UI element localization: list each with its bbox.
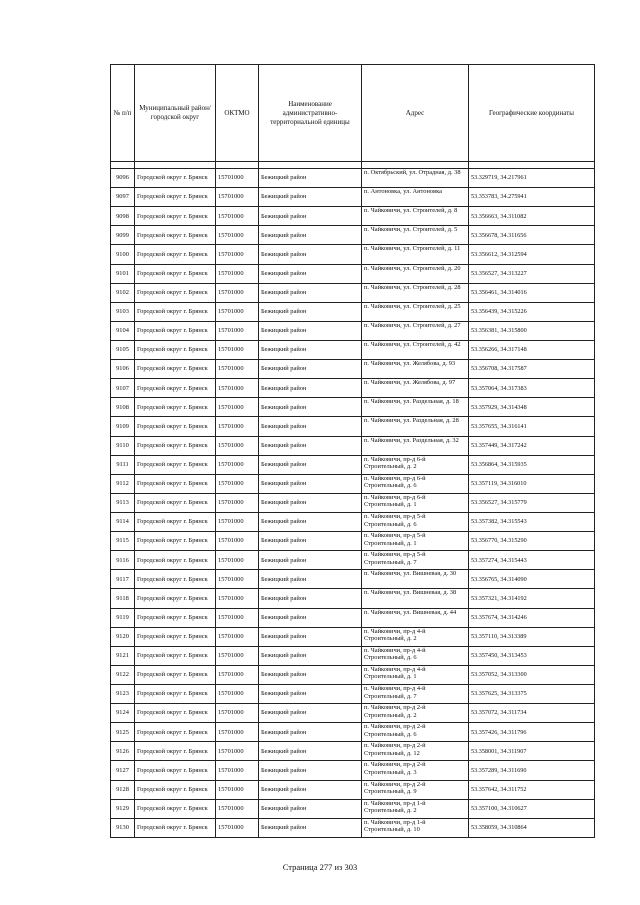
cell-num: 9102: [111, 283, 135, 302]
cell-unit: Бежицкий район: [259, 169, 362, 188]
table-row: [111, 169, 595, 188]
cell-num: 9097: [111, 188, 135, 207]
cell-num: 9125: [111, 723, 135, 742]
cell-coords: 53.357929, 34.314348: [469, 398, 595, 417]
cell-address: п. Чайковичи, пр-д 5-й Строительный, д. 1: [362, 532, 469, 551]
cell-num: 9107: [111, 379, 135, 398]
cell-oktmo: 15701000: [216, 226, 259, 245]
header-unit: Наименование административно-территориальной единицы: [259, 65, 362, 162]
cell-coords: 53.357426, 34.311796: [469, 723, 595, 742]
cell-address: п. Чайковичи, ул. Строителей, д. 8: [362, 207, 469, 226]
cell-address: п. Чайковичи, пр-д 1-й Строительный, д. 2: [362, 799, 469, 818]
cell-oktmo: 15701000: [216, 608, 259, 627]
cell-address: п. Чайковичи, ул. Желябова, д. 93: [362, 360, 469, 379]
cell-coords: 53.357674, 34.314246: [469, 608, 595, 627]
cell-num: 9106: [111, 360, 135, 379]
cell-unit: Бежицкий район: [259, 799, 362, 818]
cell-district: Городской округ г. Брянск: [135, 742, 216, 761]
cell-oktmo: 15701000: [216, 207, 259, 226]
cell-num: 9110: [111, 436, 135, 455]
header-num: № п/п: [111, 65, 135, 162]
cell-num: 9111: [111, 455, 135, 474]
cell-oktmo: 15701000: [216, 264, 259, 283]
header-coords: Географические координаты: [469, 65, 595, 162]
cell-unit: Бежицкий район: [259, 570, 362, 589]
cell-coords: 53.357110, 34.313389: [469, 627, 595, 646]
cell-num: 9122: [111, 665, 135, 684]
cell-oktmo: 15701000: [216, 245, 259, 264]
cell-unit: Бежицкий район: [259, 455, 362, 474]
cell-district: Городской округ г. Брянск: [135, 321, 216, 340]
table-row: [111, 417, 595, 436]
cell-district: Городской округ г. Брянск: [135, 340, 216, 359]
table-row: [111, 207, 595, 226]
cell-coords: 53.356527, 34.315779: [469, 493, 595, 512]
cell-num: 9128: [111, 780, 135, 799]
table-row: [111, 283, 595, 302]
cell-address: п. Чайковичи, ул. Строителей, д. 28: [362, 283, 469, 302]
cell-num: 9098: [111, 207, 135, 226]
cell-oktmo: 15701000: [216, 799, 259, 818]
table-row: [111, 818, 595, 837]
cell-unit: Бежицкий район: [259, 245, 362, 264]
cell-address: п. Чайковичи, пр-д 2-й Строительный, д. 3: [362, 761, 469, 780]
cell-oktmo: 15701000: [216, 704, 259, 723]
table-row: [111, 455, 595, 474]
cell-unit: Бежицкий район: [259, 417, 362, 436]
table-row: [111, 742, 595, 761]
cell-unit: Бежицкий район: [259, 321, 362, 340]
cell-coords: 53.356266, 34.317148: [469, 340, 595, 359]
cell-coords: 53.356864, 34.315935: [469, 455, 595, 474]
cell-coords: 53.356708, 34.317587: [469, 360, 595, 379]
cell-unit: Бежицкий район: [259, 704, 362, 723]
table-row: [111, 321, 595, 340]
cell-oktmo: 15701000: [216, 340, 259, 359]
cell-num: 9099: [111, 226, 135, 245]
cell-unit: Бежицкий район: [259, 646, 362, 665]
cell-district: Городской округ г. Брянск: [135, 551, 216, 570]
cell-coords: 53.357100, 34.310627: [469, 799, 595, 818]
cell-unit: Бежицкий район: [259, 264, 362, 283]
cell-num: 9114: [111, 512, 135, 531]
cell-coords: 53.356527, 34.313227: [469, 264, 595, 283]
table-row: [111, 360, 595, 379]
cell-unit: Бежицкий район: [259, 188, 362, 207]
cell-coords: 53.357072, 34.311734: [469, 704, 595, 723]
cell-oktmo: 15701000: [216, 723, 259, 742]
cell-address: п. Чайковичи, пр-д 2-й Строительный, д. 6: [362, 723, 469, 742]
cell-num: 9117: [111, 570, 135, 589]
cell-num: 9103: [111, 302, 135, 321]
cell-unit: Бежицкий район: [259, 302, 362, 321]
cell-district: Городской округ г. Брянск: [135, 627, 216, 646]
table-row: [111, 704, 595, 723]
cell-district: Городской округ г. Брянск: [135, 188, 216, 207]
table-row: [111, 379, 595, 398]
cell-coords: 53.357064, 34.317383: [469, 379, 595, 398]
cell-oktmo: 15701000: [216, 188, 259, 207]
cell-unit: Бежицкий район: [259, 589, 362, 608]
table-row: [111, 532, 595, 551]
table-row: [111, 264, 595, 283]
cell-num: 9096: [111, 169, 135, 188]
cell-unit: Бежицкий район: [259, 340, 362, 359]
cell-oktmo: 15701000: [216, 169, 259, 188]
cell-district: Городской округ г. Брянск: [135, 226, 216, 245]
table-spacer-row: [111, 162, 595, 169]
cell-oktmo: 15701000: [216, 818, 259, 837]
cell-coords: 53.358001, 34.311907: [469, 742, 595, 761]
table-row: [111, 551, 595, 570]
cell-coords: 53.356612, 34.312594: [469, 245, 595, 264]
cell-district: Городской округ г. Брянск: [135, 360, 216, 379]
cell-oktmo: 15701000: [216, 360, 259, 379]
cell-district: Городской округ г. Брянск: [135, 283, 216, 302]
cell-address: п. Чайковичи, пр-д 4-й Строительный, д. 2: [362, 627, 469, 646]
cell-district: Городской округ г. Брянск: [135, 302, 216, 321]
cell-num: 9101: [111, 264, 135, 283]
cell-address: п. Чайковичи, пр-д 5-й Строительный, д. 6: [362, 512, 469, 531]
cell-coords: 53.353783, 34.275941: [469, 188, 595, 207]
cell-num: 9112: [111, 474, 135, 493]
header-district: Муниципальный район/городской округ: [135, 65, 216, 162]
registry-table: [110, 64, 595, 838]
table-row: [111, 245, 595, 264]
cell-unit: Бежицкий район: [259, 627, 362, 646]
cell-unit: Бежицкий район: [259, 684, 362, 703]
table-row: [111, 780, 595, 799]
table-row: [111, 761, 595, 780]
cell-coords: 53.356765, 34.314090: [469, 570, 595, 589]
cell-unit: Бежицкий район: [259, 283, 362, 302]
cell-district: Городской округ г. Брянск: [135, 799, 216, 818]
cell-oktmo: 15701000: [216, 321, 259, 340]
table-row: [111, 493, 595, 512]
table-row: [111, 589, 595, 608]
cell-unit: Бежицкий район: [259, 207, 362, 226]
cell-oktmo: 15701000: [216, 780, 259, 799]
cell-address: п. Чайковичи, пр-д 2-й Строительный, д. 12: [362, 742, 469, 761]
cell-oktmo: 15701000: [216, 589, 259, 608]
cell-address: п. Чайковичи, ул. Строителей, д. 5: [362, 226, 469, 245]
cell-coords: 53.356381, 34.315800: [469, 321, 595, 340]
cell-coords: 53.357642, 34.311752: [469, 780, 595, 799]
cell-oktmo: 15701000: [216, 493, 259, 512]
cell-coords: 53.356770, 34.315290: [469, 532, 595, 551]
cell-unit: Бежицкий район: [259, 608, 362, 627]
cell-district: Городской округ г. Брянск: [135, 704, 216, 723]
cell-coords: 53.356663, 34.311082: [469, 207, 595, 226]
table-row: [111, 627, 595, 646]
cell-address: п. Чайковичи, пр-д 2-й Строительный, д. 9: [362, 780, 469, 799]
cell-unit: Бежицкий район: [259, 436, 362, 455]
cell-oktmo: 15701000: [216, 436, 259, 455]
table-row: [111, 799, 595, 818]
cell-address: п. Октябрьский, ул. Отрадная, д. 38: [362, 169, 469, 188]
table-row: [111, 436, 595, 455]
cell-coords: 53.357289, 34.311690: [469, 761, 595, 780]
cell-unit: Бежицкий район: [259, 512, 362, 531]
cell-num: 9100: [111, 245, 135, 264]
cell-num: 9104: [111, 321, 135, 340]
cell-coords: 53.357274, 34.315443: [469, 551, 595, 570]
cell-num: 9108: [111, 398, 135, 417]
cell-address: п. Антоновка, ул. Антоновка: [362, 188, 469, 207]
cell-address: п. Чайковичи, пр-д 5-й Строительный, д. 7: [362, 551, 469, 570]
cell-unit: Бежицкий район: [259, 780, 362, 799]
table-row: [111, 340, 595, 359]
cell-coords: 53.357655, 34.316141: [469, 417, 595, 436]
cell-district: Городской округ г. Брянск: [135, 646, 216, 665]
cell-district: Городской округ г. Брянск: [135, 532, 216, 551]
cell-unit: Бежицкий район: [259, 493, 362, 512]
cell-district: Городской округ г. Брянск: [135, 245, 216, 264]
table-row: [111, 226, 595, 245]
cell-district: Городской округ г. Брянск: [135, 455, 216, 474]
cell-unit: Бежицкий район: [259, 665, 362, 684]
cell-district: Городской округ г. Брянск: [135, 264, 216, 283]
page-number: Страница 277 из 303: [282, 862, 358, 872]
cell-oktmo: 15701000: [216, 512, 259, 531]
cell-coords: 53.357382, 34.315543: [469, 512, 595, 531]
cell-num: 9113: [111, 493, 135, 512]
cell-district: Городской округ г. Брянск: [135, 493, 216, 512]
table-row: [111, 608, 595, 627]
cell-coords: 53.357449, 34.317242: [469, 436, 595, 455]
cell-district: Городской округ г. Брянск: [135, 665, 216, 684]
cell-district: Городской округ г. Брянск: [135, 474, 216, 493]
cell-coords: 53.356439, 34.315226: [469, 302, 595, 321]
cell-coords: 53.357321, 34.314192: [469, 589, 595, 608]
cell-district: Городской округ г. Брянск: [135, 169, 216, 188]
cell-coords: 53.357052, 34.313300: [469, 665, 595, 684]
cell-coords: 53.357625, 34.313375: [469, 684, 595, 703]
cell-district: Городской округ г. Брянск: [135, 379, 216, 398]
cell-unit: Бежицкий район: [259, 761, 362, 780]
cell-oktmo: 15701000: [216, 532, 259, 551]
cell-oktmo: 15701000: [216, 646, 259, 665]
cell-district: Городской округ г. Брянск: [135, 417, 216, 436]
cell-district: Городской округ г. Брянск: [135, 723, 216, 742]
cell-address: п. Чайковичи, пр-д 4-й Строительный, д. 1: [362, 665, 469, 684]
cell-coords: 53.356678, 34.311656: [469, 226, 595, 245]
cell-address: п. Чайковичи, пр-д 4-й Строительный, д. 6: [362, 646, 469, 665]
cell-address: п. Чайковичи, ул. Вишневая, д. 44: [362, 608, 469, 627]
table-row: [111, 302, 595, 321]
cell-address: п. Чайковичи, ул. Строителей, д. 27: [362, 321, 469, 340]
cell-oktmo: 15701000: [216, 474, 259, 493]
table-row: [111, 188, 595, 207]
cell-coords: 53.358059, 34.310864: [469, 818, 595, 837]
cell-address: п. Чайковичи, ул. Строителей, д. 20: [362, 264, 469, 283]
cell-district: Городской округ г. Брянск: [135, 398, 216, 417]
cell-oktmo: 15701000: [216, 379, 259, 398]
cell-unit: Бежицкий район: [259, 474, 362, 493]
cell-coords: 53.357450, 34.313453: [469, 646, 595, 665]
cell-unit: Бежицкий район: [259, 360, 362, 379]
table-header-row: [111, 65, 595, 162]
cell-district: Городской округ г. Брянск: [135, 818, 216, 837]
cell-address: п. Чайковичи, пр-д 2-й Строительный, д. 2: [362, 704, 469, 723]
cell-address: п. Чайковичи, ул. Раздельная, д. 28: [362, 417, 469, 436]
cell-district: Городской округ г. Брянск: [135, 207, 216, 226]
cell-oktmo: 15701000: [216, 417, 259, 436]
cell-coords: 53.357119, 34.316010: [469, 474, 595, 493]
cell-district: Городской округ г. Брянск: [135, 608, 216, 627]
cell-num: 9124: [111, 704, 135, 723]
cell-num: 9127: [111, 761, 135, 780]
cell-unit: Бежицкий район: [259, 226, 362, 245]
cell-num: 9121: [111, 646, 135, 665]
table-row: [111, 665, 595, 684]
cell-district: Городской округ г. Брянск: [135, 512, 216, 531]
cell-address: п. Чайковичи, ул. Строителей, д. 11: [362, 245, 469, 264]
cell-num: 9109: [111, 417, 135, 436]
table-row: [111, 646, 595, 665]
cell-num: 9130: [111, 818, 135, 837]
table-row: [111, 398, 595, 417]
cell-num: 9126: [111, 742, 135, 761]
cell-district: Городской округ г. Брянск: [135, 684, 216, 703]
cell-num: 9116: [111, 551, 135, 570]
cell-address: п. Чайковичи, пр-д 1-й Строительный, д. 10: [362, 818, 469, 837]
cell-address: п. Чайковичи, ул. Строителей, д. 25: [362, 302, 469, 321]
cell-oktmo: 15701000: [216, 627, 259, 646]
cell-address: п. Чайковичи, пр-д 6-й Строительный, д. 6: [362, 474, 469, 493]
header-address: Адрес: [362, 65, 469, 162]
cell-num: 9123: [111, 684, 135, 703]
table-body: [111, 162, 595, 838]
cell-district: Городской округ г. Брянск: [135, 761, 216, 780]
cell-district: Городской округ г. Брянск: [135, 436, 216, 455]
cell-address: п. Чайковичи, ул. Строителей, д. 42: [362, 340, 469, 359]
cell-address: п. Чайковичи, пр-д 6-й Строительный, д. 2: [362, 455, 469, 474]
cell-num: 9119: [111, 608, 135, 627]
cell-unit: Бежицкий район: [259, 818, 362, 837]
cell-num: 9118: [111, 589, 135, 608]
cell-oktmo: 15701000: [216, 455, 259, 474]
cell-district: Городской округ г. Брянск: [135, 780, 216, 799]
cell-address: п. Чайковичи, ул. Желябова, д. 97: [362, 379, 469, 398]
cell-address: п. Чайковичи, ул. Раздельная, д. 32: [362, 436, 469, 455]
cell-address: п. Чайковичи, пр-д 6-й Строительный, д. 1: [362, 493, 469, 512]
cell-oktmo: 15701000: [216, 302, 259, 321]
cell-num: 9115: [111, 532, 135, 551]
table-row: [111, 512, 595, 531]
cell-oktmo: 15701000: [216, 665, 259, 684]
cell-district: Городской округ г. Брянск: [135, 589, 216, 608]
table-row: [111, 474, 595, 493]
cell-unit: Бежицкий район: [259, 532, 362, 551]
cell-address: п. Чайковичи, ул. Вишневая, д. 38: [362, 589, 469, 608]
table-row: [111, 570, 595, 589]
cell-coords: 53.329719, 34.217961: [469, 169, 595, 188]
table-row: [111, 723, 595, 742]
cell-unit: Бежицкий район: [259, 398, 362, 417]
table-row: [111, 684, 595, 703]
cell-oktmo: 15701000: [216, 761, 259, 780]
cell-unit: Бежицкий район: [259, 379, 362, 398]
cell-oktmo: 15701000: [216, 398, 259, 417]
cell-num: 9129: [111, 799, 135, 818]
cell-oktmo: 15701000: [216, 742, 259, 761]
cell-oktmo: 15701000: [216, 551, 259, 570]
cell-coords: 53.356461, 34.314016: [469, 283, 595, 302]
header-oktmo: ОКТМО: [216, 65, 259, 162]
cell-num: 9120: [111, 627, 135, 646]
cell-oktmo: 15701000: [216, 684, 259, 703]
cell-num: 9105: [111, 340, 135, 359]
cell-unit: Бежицкий район: [259, 551, 362, 570]
cell-unit: Бежицкий район: [259, 742, 362, 761]
cell-oktmo: 15701000: [216, 283, 259, 302]
cell-address: п. Чайковичи, пр-д 4-й Строительный, д. 7: [362, 684, 469, 703]
cell-oktmo: 15701000: [216, 570, 259, 589]
cell-district: Городской округ г. Брянск: [135, 570, 216, 589]
cell-unit: Бежицкий район: [259, 723, 362, 742]
cell-address: п. Чайковичи, ул. Вишневая, д. 30: [362, 570, 469, 589]
cell-address: п. Чайковичи, ул. Раздельная, д. 18: [362, 398, 469, 417]
